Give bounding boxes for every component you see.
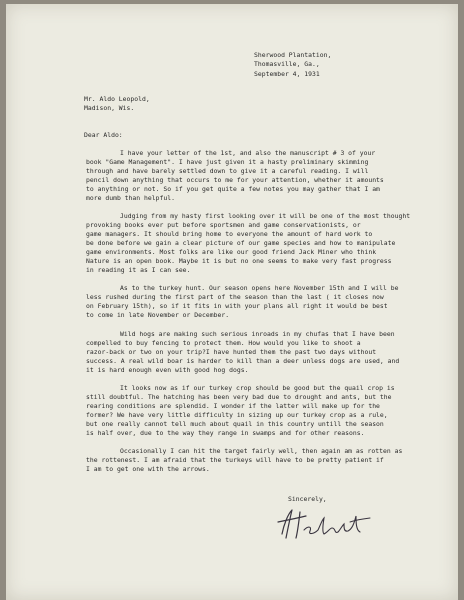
- body-line: game managers. It should bring home to everyone the amount of hard work to: [86, 230, 373, 238]
- body-line: game environments. Most folks are like our good friend Jack Miner who think: [86, 248, 377, 256]
- body-line: is half over, due to the way they range in swamps and for other reasons.: [86, 429, 365, 437]
- body-line: book "Game Management". I have just given it a hasty preliminary skimming: [86, 158, 369, 166]
- body-line: Judging from my hasty first looking over it will be one of the most thought: [120, 212, 411, 220]
- body-line: Occasionally I can hit the target fairly well, then again am as rotten as: [120, 447, 403, 455]
- body-line: the rottenest. I am afraid that the turkeys will have to be pretty patient if: [86, 456, 384, 464]
- body-line: less rushed during the first part of the season than the last ( it closes now: [86, 293, 384, 301]
- handwritten-signature: [274, 504, 384, 544]
- body-line: Nature is an open book. Maybe it is but no one seems to make very fast progress: [86, 257, 392, 265]
- letter-page: [6, 4, 458, 600]
- heading-city: Thomasville, Ga.,: [254, 60, 320, 68]
- heading-date: September 4, 1931: [254, 70, 320, 78]
- body-line: pencil down anything that occurs to me for your attention, whether it amounts: [86, 176, 384, 184]
- body-line: It looks now as if our turkey crop should be good but the quail crop is: [120, 384, 395, 392]
- body-line: more dumb than helpful.: [86, 194, 175, 202]
- body-line: I have your letter of the 1st, and also the manuscript # 3 of your: [120, 149, 376, 157]
- body-line: on February 15th), so if it fits in with your plans all right it would be best: [86, 302, 388, 310]
- body-line: rearing conditions are splendid. I wonder if the latter will make up for the: [86, 402, 380, 410]
- heading-place: Sherwood Plantation,: [254, 51, 332, 59]
- body-line: but one really cannot tell much about quail in this country untill the season: [86, 420, 384, 428]
- body-line: I am to get one with the arrows.: [86, 465, 210, 473]
- body-line: through and have barely settled down to give it a careful reading. I will: [86, 167, 369, 175]
- closing: Sincerely,: [288, 495, 327, 503]
- body-line: As to the turkey hunt. Our season opens here November 15th and I will be: [120, 284, 399, 292]
- body-line: former? We have very little difficulty in sizing up our turkey crop as a rule,: [86, 411, 388, 419]
- body-line: Wild hogs are making such serious inroads in my chufas that I have been: [120, 330, 395, 338]
- body-line: to come in late November or December.: [86, 311, 230, 319]
- body-line: compelled to buy fencing to protect them. How would you like to shoot a: [86, 339, 361, 347]
- recipient-city: Madison, Wis.: [84, 104, 135, 112]
- salutation: Dear Aldo:: [84, 131, 123, 139]
- body-line: success. A real wild boar is harder to kill than a deer unless dogs are used, and: [86, 357, 400, 365]
- body-line: still doubtful. The hatching has been very bad due to drought and ants, but the: [86, 393, 392, 401]
- recipient-name: Mr. Aldo Leopold,: [84, 95, 150, 103]
- body-line: it is hard enough even with good hog dogs.: [86, 366, 249, 374]
- body-line: to anything or not. So if you get quite a few notes you may gather that I am: [86, 185, 380, 193]
- body-line: be done before we gain a clear picture of our game species and how to manipulate: [86, 239, 396, 247]
- body-line: in reading it as I can see.: [86, 266, 191, 274]
- body-line: provoking books ever put before sportsmen and game conservationists, or: [86, 221, 361, 229]
- body-line: razor-back or two on your trip?I have hunted them the past two days without: [86, 348, 377, 356]
